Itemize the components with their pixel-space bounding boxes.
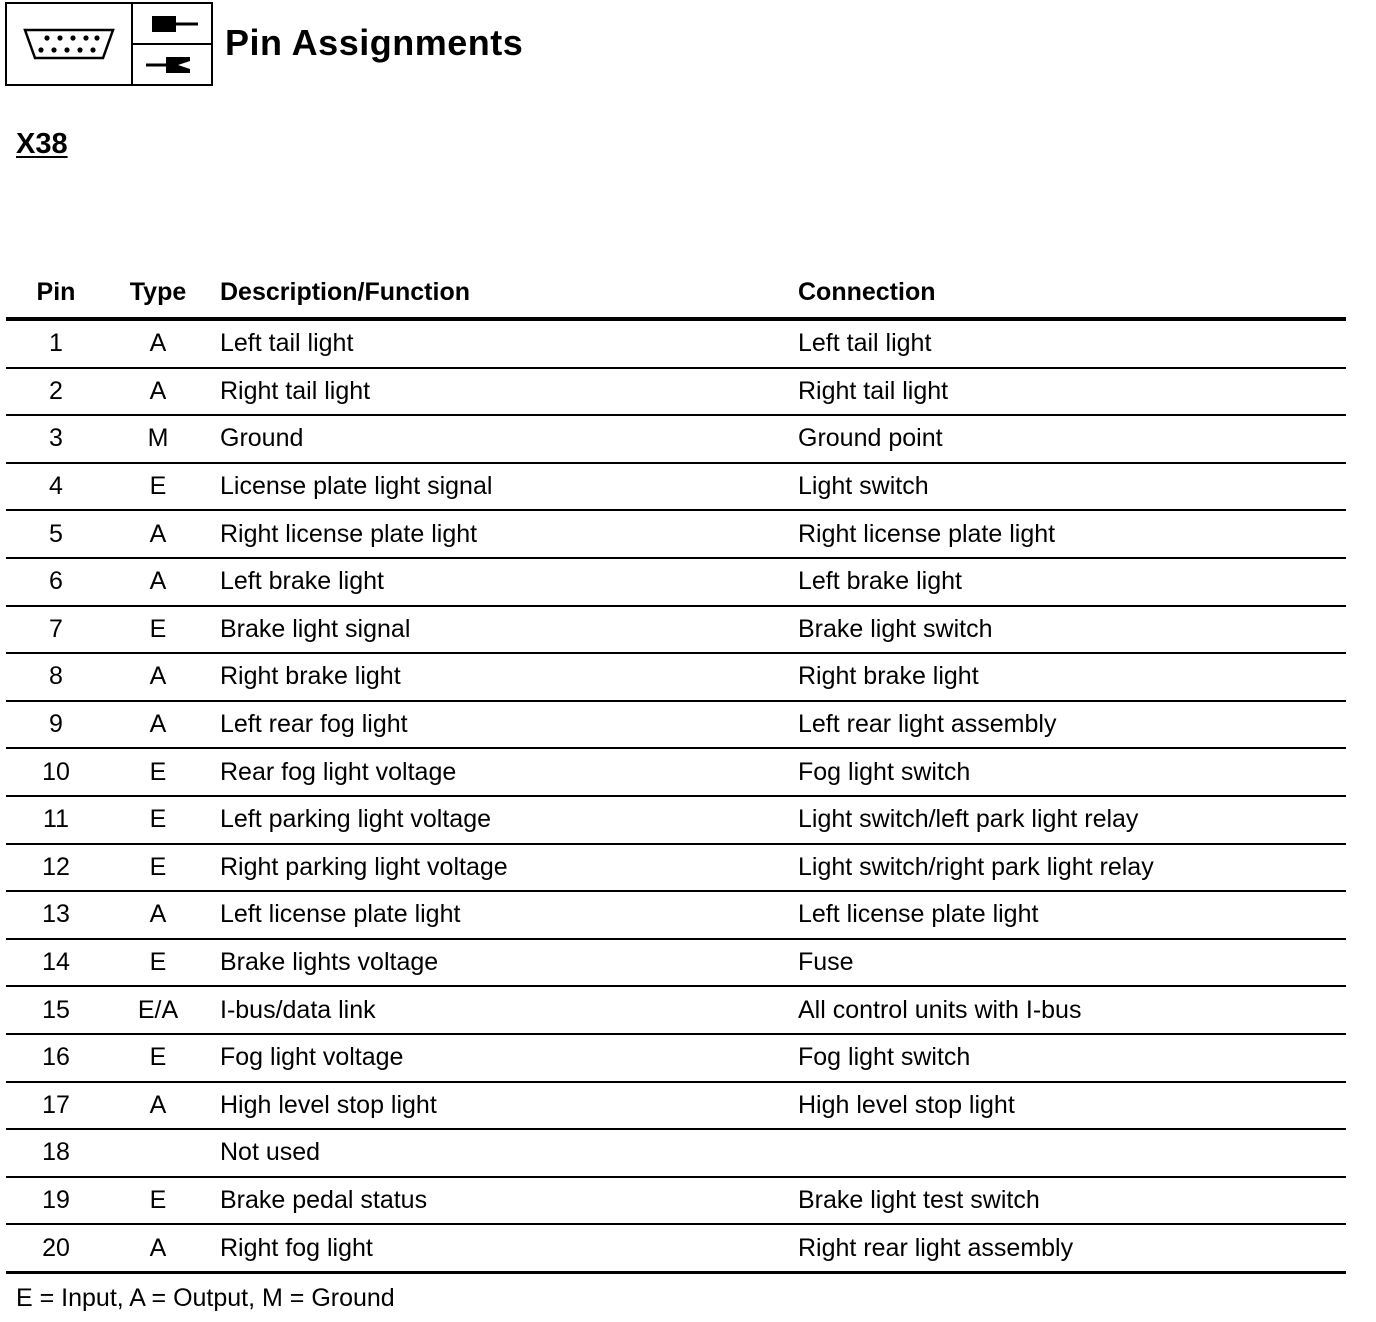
connection-cell: Left brake light (790, 558, 1346, 606)
type-cell: E (106, 463, 210, 511)
pin-cell: 18 (6, 1129, 106, 1177)
page-header (5, 2, 523, 86)
pin-table (6, 268, 1346, 1274)
pin-cell: 11 (6, 796, 106, 844)
table-row (6, 1082, 1346, 1130)
table-row (6, 1129, 1346, 1177)
pin-cell: 17 (6, 1082, 106, 1130)
description-cell: Left rear fog light (210, 701, 790, 749)
type-cell: A (106, 1082, 210, 1130)
description-cell: Right brake light (210, 653, 790, 701)
type-cell: E (106, 1034, 210, 1082)
connection-cell: Fog light switch (790, 748, 1346, 796)
description-cell: Right tail light (210, 368, 790, 416)
description-cell: Rear fog light voltage (210, 748, 790, 796)
connection-cell: Left tail light (790, 319, 1346, 368)
connection-cell: Right brake light (790, 653, 1346, 701)
pin-cell: 9 (6, 701, 106, 749)
type-cell: M (106, 415, 210, 463)
connection-cell: Brake light switch (790, 606, 1346, 654)
table-row (6, 319, 1346, 368)
description-cell: High level stop light (210, 1082, 790, 1130)
description-cell: Brake lights voltage (210, 939, 790, 987)
table-row (6, 844, 1346, 892)
page-title: Pin Assignments (225, 22, 524, 63)
table-row (6, 796, 1346, 844)
column-header-pin: Pin (6, 268, 106, 319)
table-row (6, 463, 1346, 511)
plug-female-icon (133, 45, 211, 84)
column-header-connection: Connection (790, 268, 1346, 319)
pin-cell: 2 (6, 368, 106, 416)
table-row (6, 558, 1346, 606)
type-cell: A (106, 701, 210, 749)
type-cell: A (106, 1224, 210, 1272)
type-cell: A (106, 368, 210, 416)
description-cell: I-bus/data link (210, 986, 790, 1034)
type-cell: E (106, 796, 210, 844)
table-row (6, 748, 1346, 796)
connection-cell: High level stop light (790, 1082, 1346, 1130)
description-cell: License plate light signal (210, 463, 790, 511)
pin-cell: 4 (6, 463, 106, 511)
table-row (6, 1034, 1346, 1082)
pin-cell: 1 (6, 319, 106, 368)
connection-cell: Light switch/right park light relay (790, 844, 1346, 892)
connection-cell: Fog light switch (790, 1034, 1346, 1082)
pin-cell: 13 (6, 891, 106, 939)
connection-cell: Light switch/left park light relay (790, 796, 1346, 844)
description-cell: Right license plate light (210, 510, 790, 558)
type-cell: E (106, 1177, 210, 1225)
connection-cell: Light switch (790, 463, 1346, 511)
pin-cell: 6 (6, 558, 106, 606)
table-row (6, 368, 1346, 416)
table-body (6, 319, 1346, 1272)
plug-male-icon (133, 4, 211, 45)
description-cell: Fog light voltage (210, 1034, 790, 1082)
type-cell: E (106, 844, 210, 892)
type-cell: E (106, 939, 210, 987)
table-header-row (6, 268, 1346, 319)
connector-id: X38 (16, 128, 68, 160)
type-cell: A (106, 319, 210, 368)
type-cell: A (106, 510, 210, 558)
type-cell: E/A (106, 986, 210, 1034)
table-row (6, 606, 1346, 654)
pin-cell: 12 (6, 844, 106, 892)
description-cell: Left license plate light (210, 891, 790, 939)
description-cell: Ground (210, 415, 790, 463)
description-cell: Left tail light (210, 319, 790, 368)
type-cell (106, 1129, 210, 1177)
type-cell: A (106, 653, 210, 701)
connection-cell: Right tail light (790, 368, 1346, 416)
table-row (6, 1177, 1346, 1225)
connection-cell: Left rear light assembly (790, 701, 1346, 749)
connection-cell: Ground point (790, 415, 1346, 463)
pin-cell: 16 (6, 1034, 106, 1082)
column-header-type: Type (106, 268, 210, 319)
connection-cell: Fuse (790, 939, 1346, 987)
column-header-description: Description/Function (210, 268, 790, 319)
connector-icon (5, 2, 131, 86)
pin-cell: 19 (6, 1177, 106, 1225)
table-row (6, 986, 1346, 1034)
pin-cell: 10 (6, 748, 106, 796)
table-row (6, 891, 1346, 939)
connection-cell: Left license plate light (790, 891, 1346, 939)
table-row (6, 701, 1346, 749)
description-cell: Brake pedal status (210, 1177, 790, 1225)
connection-cell: All control units with I-bus (790, 986, 1346, 1034)
plug-icons (131, 2, 213, 86)
pin-cell: 20 (6, 1224, 106, 1272)
table-row (6, 1224, 1346, 1272)
table-row (6, 510, 1346, 558)
type-cell: E (106, 748, 210, 796)
description-cell: Right fog light (210, 1224, 790, 1272)
pin-cell: 3 (6, 415, 106, 463)
type-legend: E = Input, A = Output, M = Ground (16, 1284, 395, 1312)
pin-cell: 5 (6, 510, 106, 558)
pin-cell: 15 (6, 986, 106, 1034)
type-cell: A (106, 558, 210, 606)
table-row (6, 939, 1346, 987)
pin-cell: 8 (6, 653, 106, 701)
connection-cell: Brake light test switch (790, 1177, 1346, 1225)
description-cell: Left parking light voltage (210, 796, 790, 844)
description-cell: Right parking light voltage (210, 844, 790, 892)
description-cell: Not used (210, 1129, 790, 1177)
table-row (6, 415, 1346, 463)
type-cell: E (106, 606, 210, 654)
connection-cell: Right license plate light (790, 510, 1346, 558)
description-cell: Left brake light (210, 558, 790, 606)
pin-cell: 7 (6, 606, 106, 654)
pin-cell: 14 (6, 939, 106, 987)
type-cell: A (106, 891, 210, 939)
connection-cell: Right rear light assembly (790, 1224, 1346, 1272)
table-row (6, 653, 1346, 701)
connection-cell (790, 1129, 1346, 1177)
description-cell: Brake light signal (210, 606, 790, 654)
